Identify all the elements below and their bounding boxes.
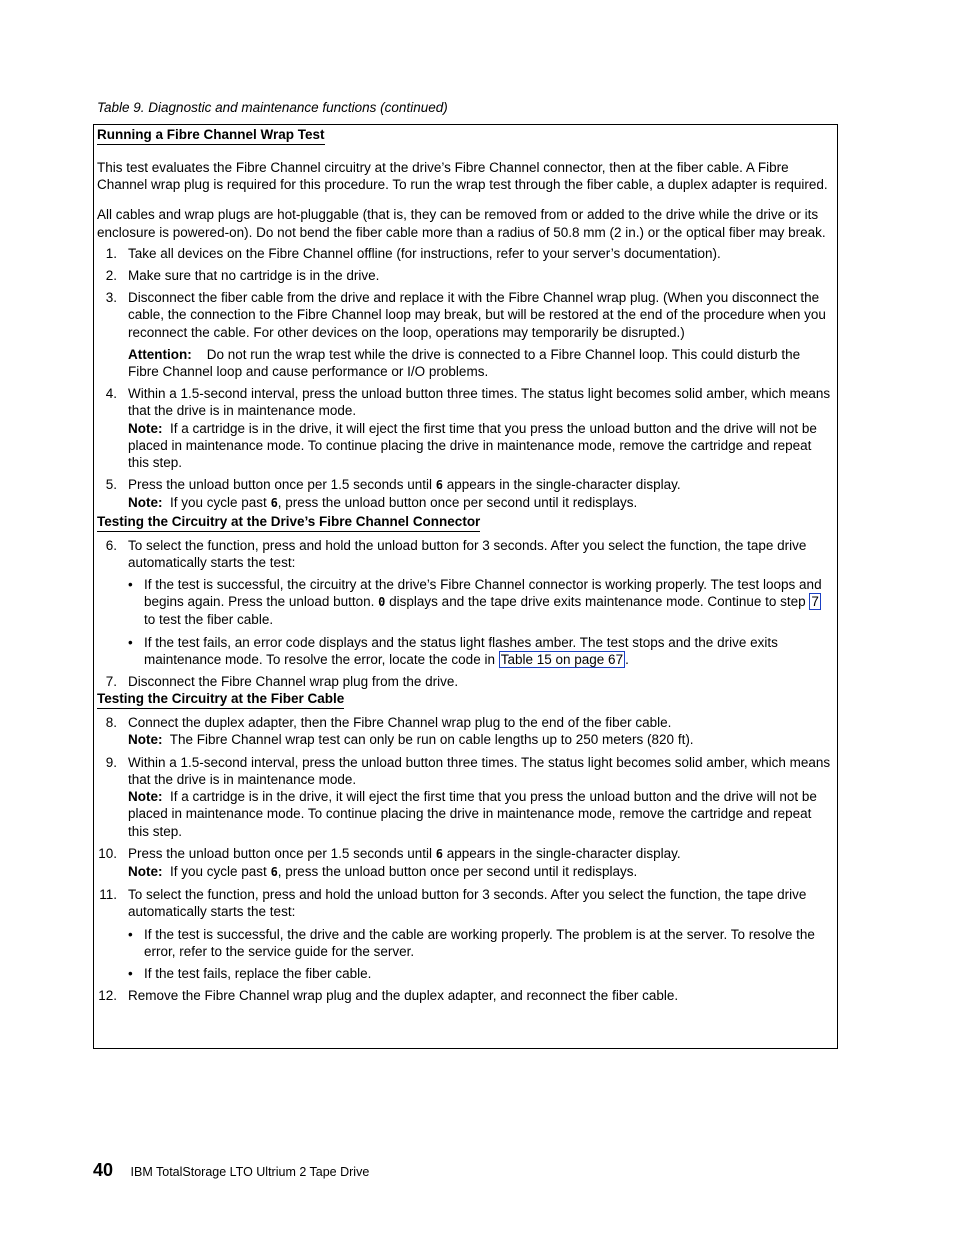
step-text: Press the unload button once per 1.5 seconds until: [128, 477, 436, 493]
bullet-icon: •: [128, 577, 133, 593]
intro-paragraph-1: This test evaluates the Fibre Channel circuitry at the drive’s Fibre Channel connector, then at the fiber cable. A Fibre Channel wrap plug is required for this procedure. To run the wrap test through the fiber cable, a duplex adapter is required.: [97, 160, 828, 193]
step-7: [97, 673, 834, 690]
table-15-link[interactable]: Table 15 on page 67: [500, 651, 624, 667]
book-title: IBM TotalStorage LTO Ultrium 2 Tape Drive: [130, 1165, 370, 1179]
step-number: 10.: [98, 845, 117, 861]
step-text: Within a 1.5-second interval, press the unload button three times. The status light becomes solid amber, which means that the drive is in maintenance mode.: [128, 386, 831, 419]
step-text: Connect the duplex adapter, then the Fibre Channel wrap plug to the end of the fiber cable.: [128, 715, 672, 731]
step-3: [97, 289, 834, 341]
bullet-text: to test the fiber cable.: [144, 612, 274, 628]
section-title-fiber-cable: Testing the Circuitry at the Fiber Cable: [97, 691, 344, 709]
note-text: If a cartridge is in the drive, it will eject the first time that you press the unload button and the drive will not be placed in maintenance mode. To continue placing the drive in maintenance mode, remove the cartridge and repeat this step.: [128, 789, 817, 839]
intro-paragraph-2: All cables and wrap plugs are hot-pluggable (that is, they can be removed from or added to the drive while the drive or its enclosure is powered-on). Do not bend the fiber cable more than a radius of 50.8 mm (2 in.) or the optical fiber may break.: [97, 207, 826, 240]
step-5: [97, 476, 834, 512]
step-2: [97, 267, 834, 284]
step-11-bullet-1: [97, 926, 834, 960]
note-label: Note:: [128, 732, 163, 748]
step-number: 9.: [105, 754, 117, 770]
step-number: 11.: [99, 887, 117, 903]
step-8: [97, 714, 834, 748]
bullet-text: displays and the tape drive exits maintenance mode. Continue to step: [385, 594, 810, 610]
bullet-text: If the test fails, an error code displays and the status light flashes amber. The test stops and the drive exits maintenance mode. To resolve the error, locate the code in: [144, 634, 778, 667]
step-text: Press the unload button once per 1.5 seconds until: [128, 845, 436, 861]
note-label: Note:: [128, 863, 163, 879]
bullet-text: If the test fails, replace the fiber cable.: [144, 965, 372, 981]
step-number: 7.: [105, 674, 117, 690]
step-text: Remove the Fibre Channel wrap plug and the duplex adapter, and reconnect the fiber cable.: [128, 988, 679, 1004]
step-text: Disconnect the fiber cable from the drive and replace it with the Fibre Channel wrap plug. (When you disconnect the cable, the connection to the Fibre Channel loop may break, but will be restored at the end of the procedure when you reconnect the cable. For other devices on the loop, operations may temporarily be disrupted.): [128, 290, 826, 340]
page-number: 40: [93, 1160, 114, 1180]
step-text: To select the function, press and hold the unload button for 3 seconds. After you select the function, the tape drive automatically starts the test:: [128, 887, 807, 920]
step-text: appears in the single-character display.: [442, 477, 681, 493]
bullet-text: If the test is successful, the circuitry at the drive’s Fibre Channel connector is working properly. The test loops and begins again. Press the unload button.: [144, 577, 822, 610]
bullet-text: If the test is successful, the drive and the cable are working properly. The problem is at the server. To resolve the error, refer to the service guide for the server.: [144, 926, 815, 959]
attention-block: [97, 346, 834, 380]
step-text: To select the function, press and hold the unload button for 3 seconds. After you select the function, the tape drive automatically starts the test:: [128, 537, 807, 570]
note-text: , press the unload button once per second until it redisplays.: [277, 863, 638, 879]
attention-text: Do not run the wrap test while the drive is connected to a Fibre Channel loop. This could disturb the Fibre Channel loop and cause performance or I/O problems.: [128, 346, 801, 380]
note-text: If you cycle past: [170, 495, 271, 511]
display-code: 6: [435, 846, 443, 861]
step-number: 3.: [105, 290, 117, 306]
page-footer: [93, 1160, 369, 1181]
step-number: 12.: [98, 988, 117, 1004]
step-text: Make sure that no cartridge is in the drive.: [128, 268, 380, 284]
display-code: 6: [270, 496, 278, 511]
step-6: [97, 537, 834, 571]
note-text: , press the unload button once per second until it redisplays.: [277, 495, 638, 511]
section-title-connector: Testing the Circuitry at the Drive’s Fibre Channel Connector: [97, 514, 480, 532]
display-code: 0: [378, 595, 386, 610]
note-label: Note:: [128, 789, 163, 805]
section-title-wrap-test: Running a Fibre Channel Wrap Test: [97, 127, 325, 145]
note-label: Note:: [128, 420, 163, 436]
step-text: Disconnect the Fibre Channel wrap plug from the drive.: [128, 674, 459, 690]
step-4: [97, 385, 834, 471]
attention-label: Attention:: [128, 346, 192, 362]
step-number: 1.: [105, 245, 117, 261]
step-7-link[interactable]: 7: [811, 594, 819, 610]
bullet-icon: •: [128, 926, 133, 942]
display-code: 6: [270, 864, 278, 879]
bullet-text: .: [625, 651, 629, 667]
step-6-bullet-2: [97, 634, 834, 668]
step-10: [97, 845, 834, 881]
note-text: If a cartridge is in the drive, it will eject the first time that you press the unload button and the drive will not be placed in maintenance mode. To continue placing the drive in maintenance mode, remove the cartridge and repeat this step.: [128, 420, 817, 471]
bullet-icon: •: [128, 965, 133, 981]
step-number: 2.: [105, 268, 117, 284]
step-number: 4.: [105, 386, 117, 402]
step-11-bullet-2: [97, 965, 834, 982]
table-caption: Table 9. Diagnostic and maintenance functions (continued): [97, 100, 448, 115]
display-code: 6: [435, 478, 443, 493]
step-9: [97, 754, 834, 840]
note-label: Note:: [128, 495, 163, 511]
step-1: [97, 245, 834, 262]
step-text: Within a 1.5-second interval, press the unload button three times. The status light becomes solid amber, which means that the drive is in maintenance mode.: [128, 754, 831, 787]
step-12: [97, 987, 834, 1004]
note-text: The Fibre Channel wrap test can only be run on cable lengths up to 250 meters (820 ft).: [169, 732, 694, 748]
step-text: Take all devices on the Fibre Channel offline (for instructions, refer to your server’s documentation).: [128, 245, 721, 261]
note-text: If you cycle past: [170, 863, 271, 879]
step-11: [97, 886, 834, 920]
step-number: 5.: [105, 477, 117, 493]
step-text: appears in the single-character display.: [442, 845, 681, 861]
procedure-table: [93, 124, 838, 1049]
step-number: 6.: [105, 537, 117, 553]
step-number: 8.: [105, 715, 117, 731]
step-6-bullet-1: [97, 576, 834, 629]
bullet-icon: •: [128, 634, 133, 650]
